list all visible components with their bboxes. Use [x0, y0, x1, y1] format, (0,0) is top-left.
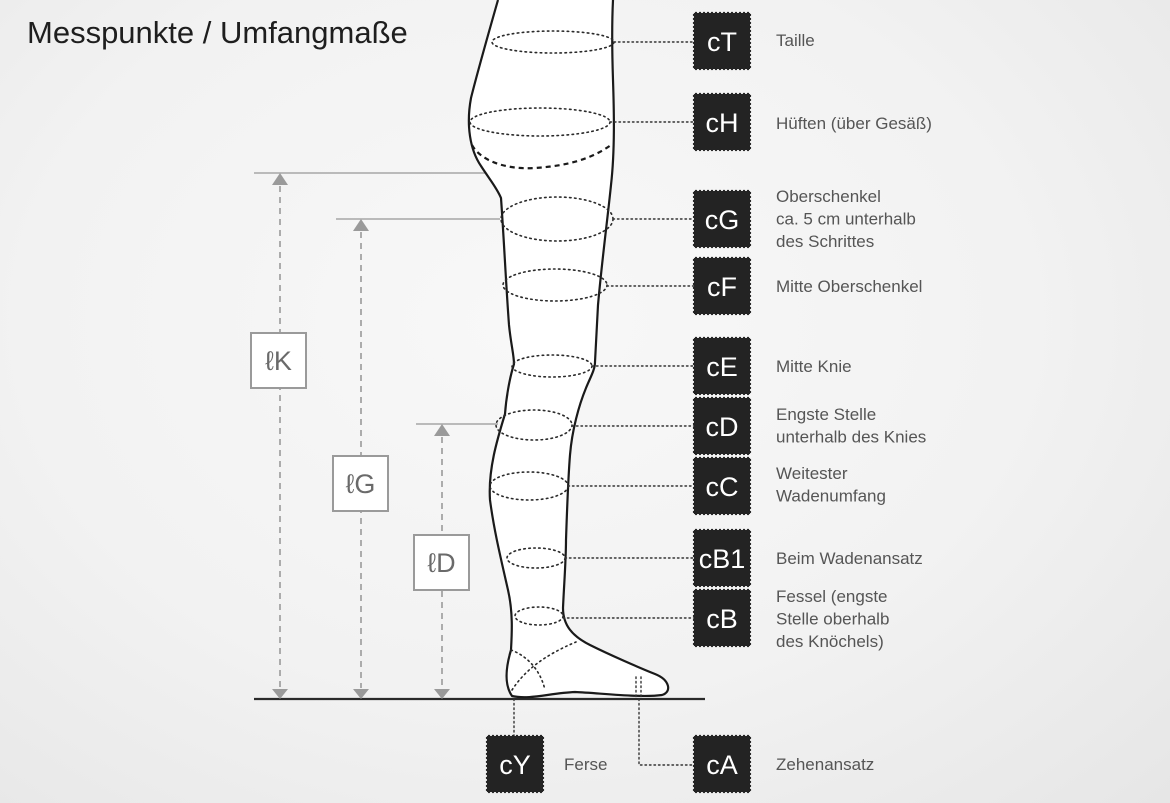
badge-code: cD: [705, 412, 739, 442]
badge-cc: [693, 457, 751, 515]
badge-ch: [693, 93, 751, 151]
label-cd: Engste Stelle unterhalb des Knies: [776, 405, 927, 447]
badge-ca: [693, 735, 751, 793]
badge-code: cC: [705, 472, 739, 502]
length-badge-d: [414, 535, 469, 590]
badge-code: cT: [707, 27, 737, 57]
label-cb1: Beim Wadenansatz: [776, 549, 923, 568]
label-cb: Fessel (engste Stelle oberhalb des Knöchels): [776, 587, 890, 651]
length-arrow-k: [272, 173, 288, 699]
badge-ct: [693, 12, 751, 70]
label-ce: Mitte Knie: [776, 357, 852, 376]
badge-cb: [693, 589, 751, 647]
length-code: ℓD: [427, 548, 456, 578]
label-ch: Hüften (über Gesäß): [776, 114, 932, 133]
label-cy: Ferse: [564, 755, 608, 774]
badge-code: cB: [706, 604, 738, 634]
leg-outline: [469, 0, 668, 697]
label-cc: Weitester Wadenumfang: [776, 464, 886, 506]
badge-code: cG: [704, 205, 740, 235]
badge-ce: [693, 337, 751, 395]
badge-code: cH: [705, 108, 739, 138]
length-badge-k: [251, 333, 306, 388]
badge-code: cE: [706, 352, 738, 382]
badge-code: cA: [706, 750, 738, 780]
leader-ca: [639, 699, 694, 765]
badge-cg: [693, 190, 751, 248]
badge-cy: [486, 735, 544, 793]
badge-cd: [693, 397, 751, 455]
badge-code: cF: [707, 272, 737, 302]
label-ca: Zehenansatz: [776, 755, 875, 774]
length-code: ℓG: [345, 469, 376, 499]
page-title: Messpunkte / Umfangmaße: [27, 15, 408, 50]
badge-code: cB1: [698, 544, 746, 574]
badge-cb1: [693, 529, 751, 587]
length-badge-g: [333, 456, 388, 511]
badge-cf: [693, 257, 751, 315]
length-code: ℓK: [265, 346, 292, 376]
label-ct: Taille: [776, 31, 815, 50]
label-cf: Mitte Oberschenkel: [776, 277, 923, 296]
label-cg: Oberschenkel ca. 5 cm unterhalb des Schrittes: [776, 187, 916, 251]
badge-code: cY: [499, 750, 531, 780]
